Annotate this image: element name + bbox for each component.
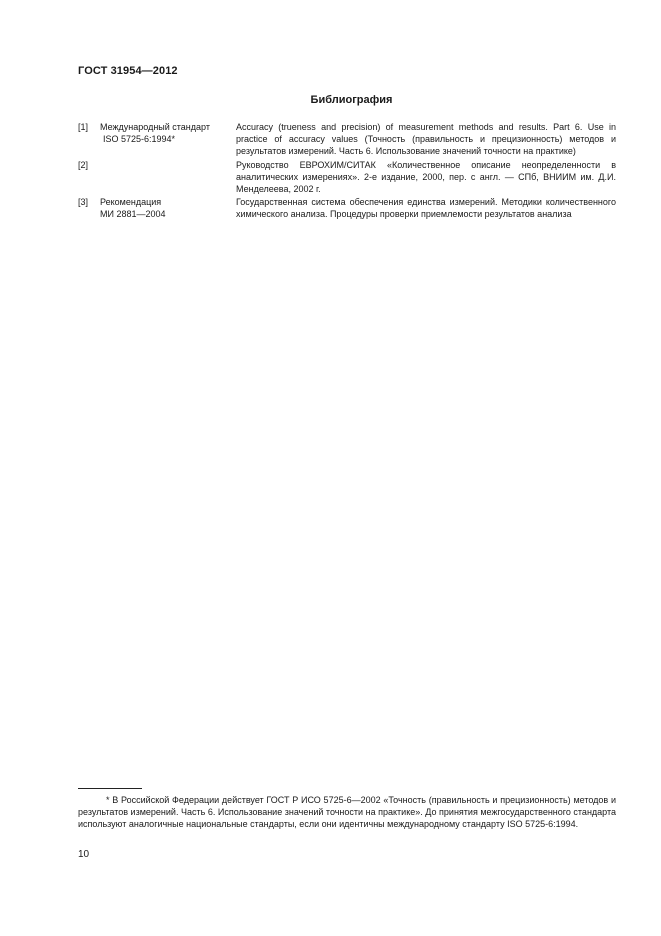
- entry-text: Руководство ЕВРОХИМ/СИТАК «Количественное описание неопределенности в аналитических измерениях». 2-е издание, 2000, пер. с англ. — СПб, ВНИИМ им. Д.И. Менделеева, 2002 г.: [236, 159, 616, 195]
- page-number: 10: [78, 849, 90, 860]
- entry-source-type: Рекомендация: [100, 197, 162, 208]
- bibliography-entry: [78, 121, 616, 158]
- footnote-separator: [78, 788, 142, 789]
- entry-number: [3]: [78, 197, 89, 208]
- entry-source-id: МИ 2881—2004: [100, 209, 166, 220]
- entry-number: [1]: [78, 122, 89, 132]
- entry-source-id: ISO 5725-6:1994*: [103, 134, 176, 145]
- entry-text: Accuracy (trueness and precision) of measurement methods and results. Part 6. Use in practice of accuracy values (Точность (правильность и прецизионность) методов и результатов измерений. Часть 6. Использование значений точности на практике): [236, 122, 616, 157]
- entry-source: [100, 121, 235, 145]
- entry-text: Государственная система обеспечения единства измерений. Методики количественного химического анализа. Процедуры проверки приемлемости результатов анализа: [236, 197, 616, 220]
- bibliography-entry: [78, 196, 616, 220]
- entry-source-type: Международный стандарт: [100, 122, 210, 132]
- entry-source: [100, 196, 235, 220]
- document-header: ГОСТ 31954—2012: [78, 65, 178, 77]
- footnote: * В Российской Федерации действует ГОСТ Р ИСО 5725-6—2002 «Точность (правильность и прецизионность) методов и результатов измерений. Часть 6. Использование значений точности на практике». До принятия межгосударственного стандарта используют аналогичные национальные стандарты, если они идентичны международному стандарту ISO 5725-6:1994.: [78, 795, 616, 830]
- bibliography-title: Библиография: [310, 94, 393, 106]
- bibliography-entry: [78, 159, 616, 196]
- bibliography-list: [78, 121, 616, 222]
- entry-number: [2]: [78, 159, 89, 170]
